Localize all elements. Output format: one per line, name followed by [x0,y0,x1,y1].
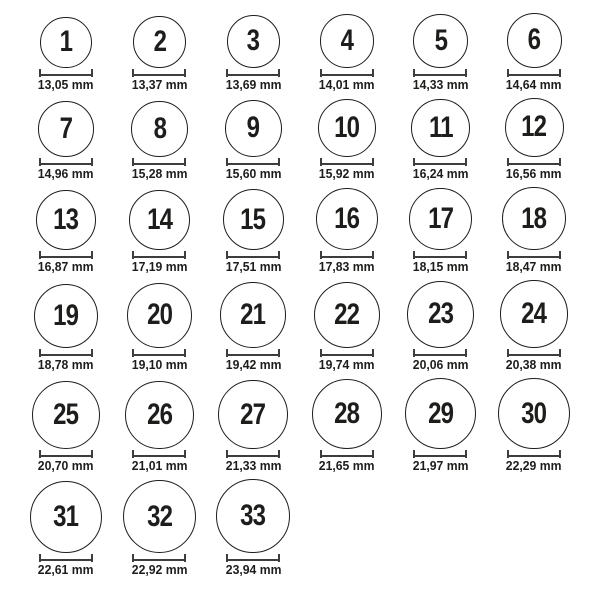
chart-row [19,479,581,577]
ring-size-cell [206,380,300,474]
diameter-dimension-line [132,158,186,166]
diameter-label: 13,69 mm [225,76,281,92]
chart-row [19,280,581,372]
diameter-label: 13,37 mm [131,76,188,92]
dimension-bar [322,256,372,258]
diameter-label: 14,33 mm [412,76,469,92]
ring-size-number: 33 [240,499,266,533]
ring-circle [227,15,280,68]
ring-circle [131,101,187,157]
diameter-label: 20,38 mm [506,356,562,372]
diameter-label: 16,56 mm [506,165,562,181]
diameter-label: 21,01 mm [131,458,188,474]
diameter-dimension-line [226,251,280,259]
ring-size-cell [113,190,207,275]
diameter-label: 15,28 mm [131,165,188,181]
ring-size-number: 8 [153,111,166,145]
diameter-label: 15,92 mm [318,165,375,181]
dimension-bar [322,74,372,76]
dimension-bar [134,354,184,356]
diameter-label: 17,83 mm [318,259,375,275]
ring-size-number: 24 [521,297,547,331]
ring-circle [32,381,100,449]
chart-row [19,13,581,92]
ring-size-cell [19,381,113,473]
diameter-label: 22,29 mm [506,458,562,474]
ring-size-number: 25 [53,398,79,432]
diameter-dimension-line [39,158,93,166]
ring-size-cell [206,15,300,92]
diameter-label: 21,97 mm [412,458,469,474]
dimension-bar [134,163,184,165]
ring-circle [505,98,564,157]
ring-circle [220,282,285,347]
dimension-bar [228,256,278,258]
diameter-dimension-line [39,554,93,562]
ring-circle [407,281,474,348]
ring-circle [409,188,472,251]
ring-circle [38,101,94,157]
dimension-bar [41,354,91,356]
ring-size-number: 4 [340,24,354,58]
dimension-bar [134,455,184,457]
dimension-bar [228,455,278,457]
ring-circle [223,189,284,250]
diameter-label: 16,87 mm [37,259,94,275]
diameter-dimension-line [132,349,186,357]
diameter-label: 15,60 mm [225,165,281,181]
diameter-label: 13,05 mm [37,76,94,92]
ring-size-number: 20 [146,298,173,332]
diameter-label: 22,61 mm [37,562,94,578]
ring-size-number: 3 [246,24,260,58]
ring-size-cell [113,381,207,474]
dimension-bar [322,455,372,457]
ring-size-number: 14 [146,203,173,237]
diameter-label: 22,92 mm [131,562,188,578]
ring-size-number: 19 [53,298,79,332]
ring-size-cell [113,480,207,577]
ring-circle [216,479,290,553]
dimension-bar [228,74,278,76]
diameter-dimension-line [226,554,280,562]
diameter-dimension-line [413,450,467,458]
ring-circle [312,379,382,449]
ring-circle [34,284,98,348]
diameter-dimension-line [320,349,374,357]
ring-circle [320,14,374,68]
diameter-label: 19,74 mm [318,356,375,372]
dimension-bar [134,559,184,561]
ring-size-number: 12 [521,110,547,144]
ring-size-cell [487,187,581,274]
ring-size-cell [394,14,488,92]
ring-circle [30,481,102,553]
dimension-bar [415,256,465,258]
diameter-dimension-line [320,450,374,458]
diameter-dimension-line [507,69,561,77]
dimension-bar [415,74,465,76]
ring-circle [123,480,196,553]
ring-size-cell [113,101,207,181]
diameter-label: 14,01 mm [318,76,375,92]
diameter-dimension-line [39,69,93,77]
ring-circle [405,378,476,449]
chart-row [19,378,581,474]
ring-size-cell [394,99,488,181]
ring-circle [125,381,194,450]
ring-size-cell [19,17,113,92]
diameter-label: 21,65 mm [318,458,375,474]
diameter-label: 14,64 mm [506,76,562,92]
diameter-label: 20,06 mm [412,356,469,372]
dimension-bar [415,354,465,356]
ring-size-number: 7 [59,112,73,146]
diameter-label: 18,15 mm [412,259,469,275]
dimension-bar [41,455,91,457]
dimension-bar [415,163,465,165]
ring-size-number: 16 [334,202,360,236]
diameter-label: 14,96 mm [37,165,94,181]
ring-size-cell [300,188,394,274]
ring-size-number: 27 [240,397,266,431]
ring-size-number: 29 [427,396,454,430]
ring-size-cell [206,282,300,371]
ring-size-number: 13 [53,203,79,237]
ring-circle [40,17,91,68]
diameter-dimension-line [320,69,374,77]
diameter-label: 16,24 mm [412,165,469,181]
ring-size-cell [487,378,581,474]
ring-circle [133,16,185,68]
ring-size-cell [394,188,488,275]
ring-size-cell [206,479,300,577]
diameter-dimension-line [39,450,93,458]
diameter-dimension-line [413,349,467,357]
ring-size-cell [487,13,581,92]
ring-size-cell [300,99,394,181]
diameter-dimension-line [132,251,186,259]
ring-circle [413,14,467,68]
diameter-dimension-line [413,158,467,166]
chart-row [19,187,581,274]
ring-size-number: 17 [427,201,454,235]
ring-size-number: 10 [334,111,360,145]
ring-size-cell [394,378,488,473]
diameter-dimension-line [226,349,280,357]
chart-row [19,98,581,181]
ring-size-number: 9 [246,111,260,145]
ring-size-number: 15 [240,202,266,236]
ring-size-cell [206,100,300,181]
ring-circle [318,99,376,157]
diameter-dimension-line [507,251,561,259]
diameter-label: 17,19 mm [131,259,188,275]
ring-size-cell [113,16,207,92]
dimension-bar [134,256,184,258]
dimension-bar [41,74,91,76]
ring-size-number: 18 [521,201,547,235]
diameter-dimension-line [507,450,561,458]
ring-size-cell [394,281,488,372]
diameter-dimension-line [39,349,93,357]
ring-size-cell [300,14,394,92]
diameter-dimension-line [226,450,280,458]
ring-circle [36,190,96,250]
dimension-bar [415,455,465,457]
ring-circle [411,99,469,157]
dimension-bar [509,163,559,165]
diameter-dimension-line [413,69,467,77]
ring-size-cell [300,282,394,372]
ring-size-cell [206,189,300,274]
ring-size-number: 32 [146,499,173,533]
diameter-label: 17,51 mm [225,259,281,275]
ring-size-cell [19,481,113,577]
ring-circle [500,280,568,348]
ring-size-number: 5 [434,23,447,57]
dimension-bar [509,354,559,356]
ring-size-number: 22 [334,297,360,331]
dimension-bar [41,256,91,258]
ring-size-number: 26 [146,398,173,432]
ring-size-number: 30 [521,396,547,430]
ring-circle [225,100,282,157]
diameter-dimension-line [320,158,374,166]
ring-circle [314,282,380,348]
dimension-bar [509,74,559,76]
ring-circle [507,13,562,68]
ring-circle [218,380,288,450]
dimension-bar [134,74,184,76]
ring-circle [316,188,378,250]
ring-size-number: 11 [428,110,453,144]
ring-size-number: 28 [334,397,360,431]
diameter-dimension-line [226,69,280,77]
diameter-label: 19,42 mm [225,356,281,372]
diameter-dimension-line [226,158,280,166]
ring-size-number: 31 [53,500,79,534]
diameter-dimension-line [39,251,93,259]
ring-size-cell [487,98,581,181]
ring-size-number: 6 [527,23,541,57]
diameter-label: 21,33 mm [225,458,281,474]
diameter-dimension-line [507,349,561,357]
ring-circle [502,187,565,250]
diameter-label: 18,47 mm [506,259,562,275]
ring-size-number: 21 [240,298,266,332]
diameter-label: 23,94 mm [225,562,281,578]
diameter-dimension-line [507,158,561,166]
dimension-bar [228,354,278,356]
diameter-dimension-line [132,69,186,77]
dimension-bar [228,163,278,165]
ring-size-cell [300,379,394,473]
dimension-bar [41,163,91,165]
ring-size-number: 2 [153,24,166,58]
dimension-bar [322,354,372,356]
ring-size-cell [487,280,581,372]
diameter-label: 20,70 mm [37,458,94,474]
dimension-bar [322,163,372,165]
ring-circle [129,190,190,251]
diameter-dimension-line [132,554,186,562]
ring-size-number: 23 [427,297,453,331]
ring-size-cell [19,101,113,181]
ring-circle [498,378,570,450]
ring-size-cell [113,283,207,372]
diameter-dimension-line [132,450,186,458]
ring-size-cell [19,284,113,372]
diameter-label: 18,78 mm [37,356,94,372]
ring-size-cell [19,190,113,274]
diameter-dimension-line [413,251,467,259]
ring-size-chart [19,0,581,577]
diameter-dimension-line [320,251,374,259]
ring-size-number: 1 [59,25,73,59]
ring-circle [127,283,192,348]
dimension-bar [509,455,559,457]
dimension-bar [228,559,278,561]
dimension-bar [509,256,559,258]
diameter-label: 19,10 mm [131,356,188,372]
dimension-bar [41,559,91,561]
